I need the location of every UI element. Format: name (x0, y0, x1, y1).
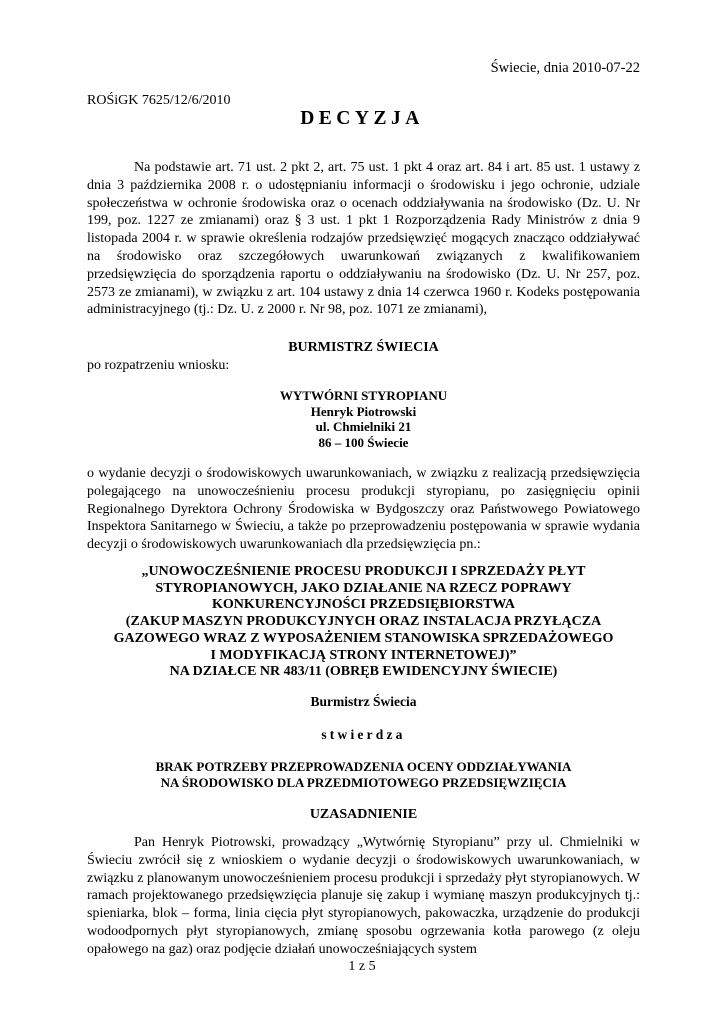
document-title: DECYZJA (300, 108, 424, 129)
finding-line: NA ŚRODOWISKO DLA PRZEDMIOTOWEGO PRZEDSIĘWZIĘCIA (160, 774, 567, 790)
project-title (87, 564, 640, 681)
project-title-line: NA DZIAŁCE NR 483/11 (OBRĘB EWIDENCYJNY ŚWIECIE) (169, 664, 558, 680)
after-review-text: po rozpatrzeniu wniosku: (87, 358, 230, 373)
place-date: Świecie, dnia 2010-07-22 (490, 60, 640, 76)
applicant-name: WYTWÓRNI STYROPIANU (279, 388, 448, 403)
applicant-street: ul. Chmielniki 21 (315, 419, 412, 434)
justification-heading: UZASADNIENIE (309, 807, 418, 822)
page-number: 1 z 5 (348, 959, 376, 974)
project-title-line: KONKURENCYJNOŚCI PRZEDSIĘBIORSTWA (211, 597, 515, 613)
project-title-line: (ZAKUP MASZYN PRODUKCYJNYCH ORAZ INSTALACJA PRZYŁĄCZA (125, 614, 602, 630)
project-title-line: STYROPIANOWYCH, JAKO DZIAŁANIE NA RZECZ POPRAWY (155, 580, 572, 596)
finding-statement (87, 759, 640, 790)
project-title-line: I MODYFIKACJĄ STRONY INTERNETOWEJ)” (210, 647, 517, 663)
issuing-authority: BURMISTRZ ŚWIECIA (288, 340, 439, 355)
finding-line: BRAK POTRZEBY PRZEPROWADZENIA OCENY ODDZIAŁYWANIA (155, 759, 572, 774)
reference-number: ROŚiGK 7625/12/6/2010 (87, 93, 231, 108)
applicant-person: Henryk Piotrowski (310, 403, 417, 419)
finding-verb: stwierdza (321, 727, 406, 742)
justification-paragraph: Pan Henryk Piotrowski, prowadzący „Wytwórnię Styropianu” przy ul. Chmielniki w Świeciu zwrócił się z wnioskiem o wydanie decyzji o środowiskowych uwarunkowaniach, w związku z planowanym unowocześnieniem procesu produkcji i sprzedaży płyt styropianowych. W ramach projektowanego przedsięwzięcia planuje się zakup i wymianę maszyn produkcyjnych tj.: spieniarka, blok – forma, linia cięcia płyt styropianowych, pakowaczka, urządzenie do produkcji wodoodpornych płyt styropianowych, zmianę sposobu ogrzewania kotła parowego (z oleju opałowego na gaz) oraz podjęcie działań unowocześniających system (87, 835, 640, 957)
request-paragraph: o wydanie decyzji o środowiskowych uwarunkowaniach, w związku z realizacją przedsięwzięcia polegającego na unowocześnieniu procesu produkcji styropianu, po zasięgnięciu opinii Regionalnego Dyrektora Ochrony Środowiska w Bydgoszczy oraz Państwowego Powiatowego Inspektora Sanitarnego w Świeciu, a także po przeprowadzeniu postępowania w sprawie wydania decyzji o środowiskowych uwarunkowaniach dla przedsięwzięcia pn.: (87, 466, 640, 553)
authority-short: Burmistrz Świecia (310, 694, 417, 709)
project-title-line: „UNOWOCZEŚNIENIE PROCESU PRODUKCJI I SPRZEDAŻY PŁYT (141, 564, 586, 579)
project-title-line: GAZOWEGO WRAZ Z WYPOSAŻENIEM STANOWISKA SPRZEDAŻOWEGO (113, 630, 614, 646)
applicant-block (87, 388, 640, 450)
legal-basis-paragraph: Na podstawie art. 71 ust. 2 pkt 2, art. 75 ust. 1 pkt 4 oraz art. 84 i art. 85 ust. 1 ustawy z dnia 3 października 2008 r. o udostępnianiu informacji o środowisku i jego ochronie, udziale społeczeństwa w ochronie środowiska oraz o ocenach oddziaływania na środowisko (Dz. U. Nr 199, poz. 1227 ze zmianami) oraz § 3 ust. 1 pkt 1 Rozporządzenia Rady Ministrów z dnia 9 listopada 2004 r. w sprawie określenia rodzajów przedsięwzięć mogących znacząco oddziaływać na środowisko oraz szczegółowych uwarunkowań związanych z kwalifikowaniem przedsięwzięcia do sporządzenia raportu o oddziaływaniu na środowisko (Dz. U. Nr 257, poz. 2573 ze zmianami), w związku z art. 104 ustawy z dnia 14 czerwca 1960 r. Kodeks postępowania administracyjnego (tj.: Dz. U. z 2000 r. Nr 98, poz. 1071 ze zmianami), (87, 160, 640, 318)
applicant-city: 86 – 100 Świecie (318, 434, 409, 450)
